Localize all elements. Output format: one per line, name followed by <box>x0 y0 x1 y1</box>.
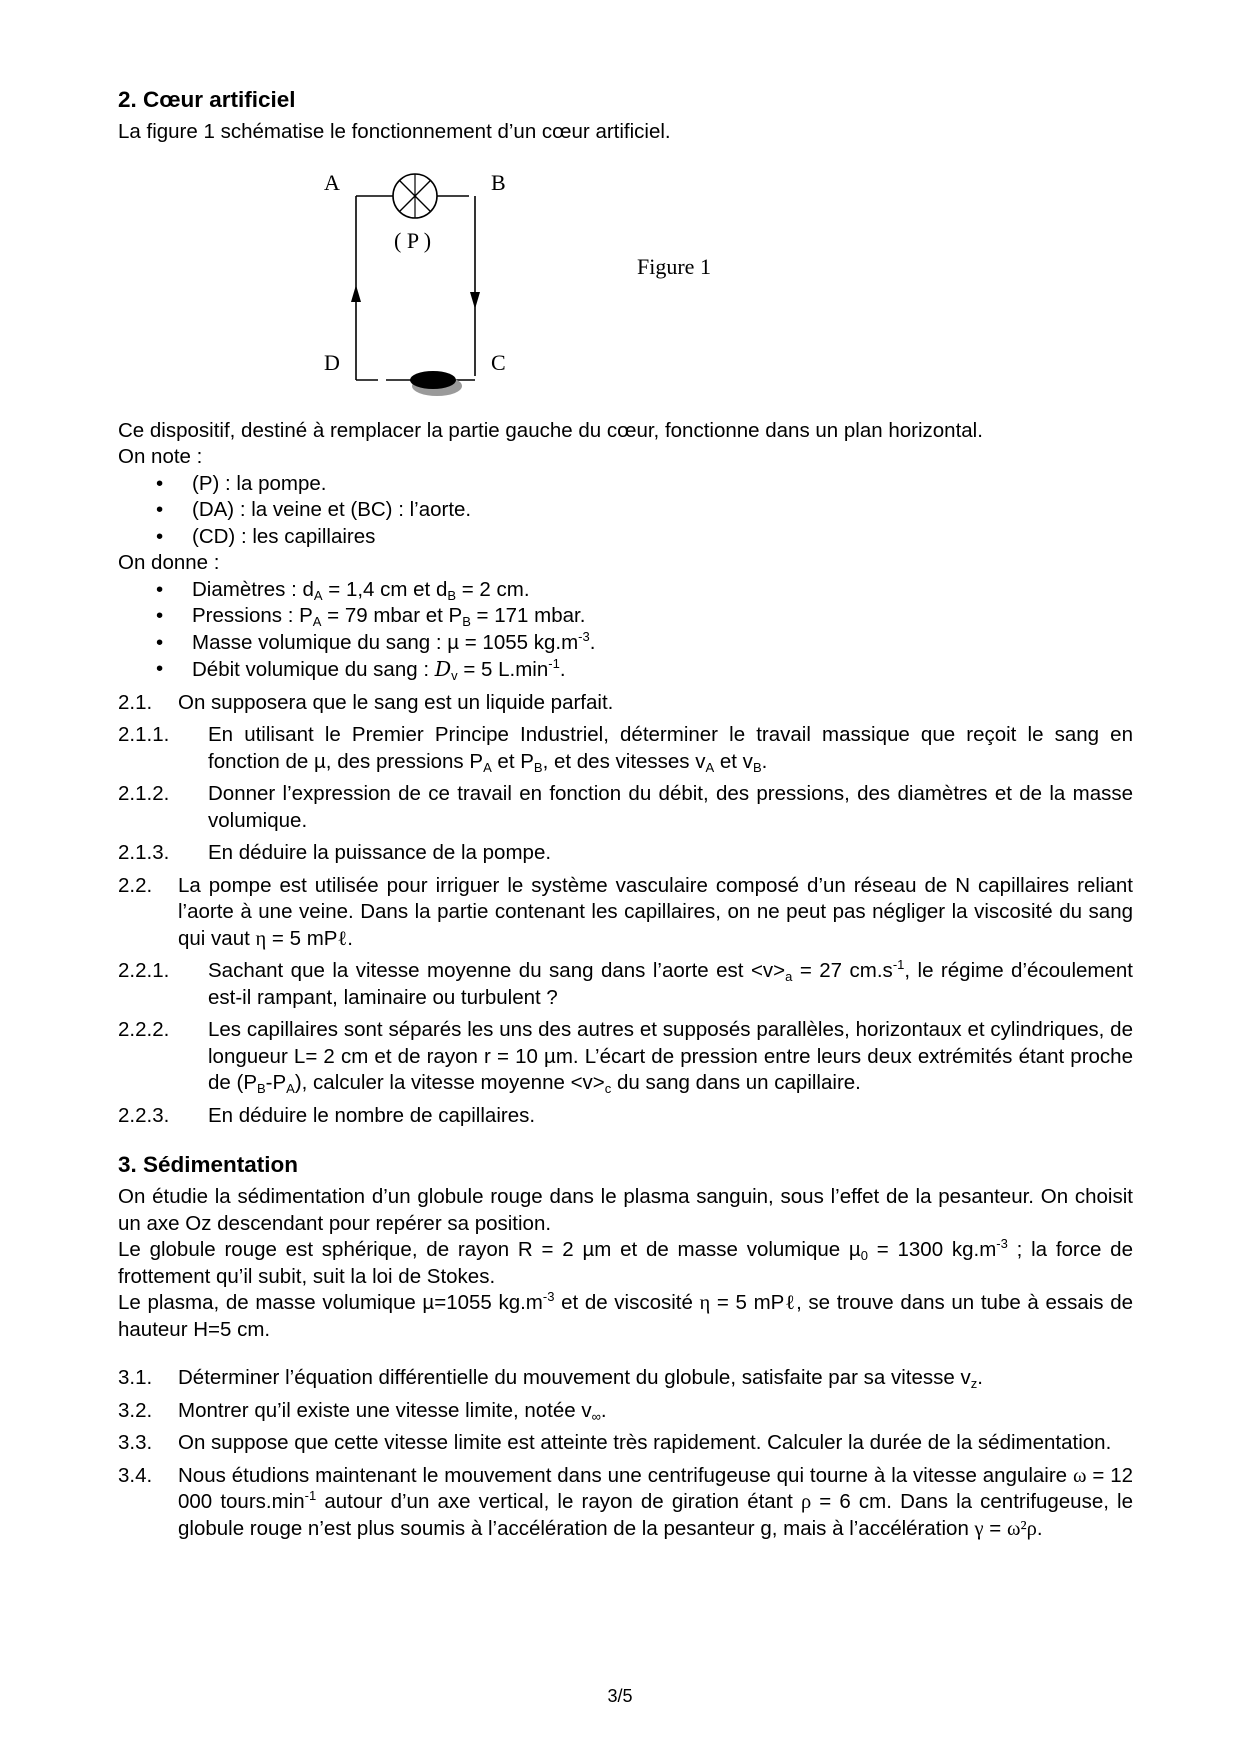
on-note-label: On note : <box>118 445 203 468</box>
label-b: B <box>491 169 506 195</box>
bullet-icon: • <box>156 471 164 495</box>
page-content <box>118 86 1133 1542</box>
capillaries-icon <box>410 371 462 396</box>
list-item: • Pressions : $P_A = 79$ mbar et $P_B = 171$ mbar. <box>156 604 586 629</box>
question-3-3: 3.3. On suppose que cette vitesse limite est atteinte très rapidement. Calculer la durée de la sédimentation. <box>118 1431 1112 1454</box>
section-3-paragraph-2: Le globule rouge est sphérique, de rayon R = 2 µm et de masse volumique µ$_0$ = 1300 $kg.m^{-3}$ ; la force de frottement qu’il subit, suit la loi de Stokes. <box>118 1236 1133 1288</box>
list-item: • (DA) : la veine et (BC) : l’aorte. <box>118 497 1133 524</box>
given-list <box>118 577 1133 684</box>
question-3-1: 3.1. Déterminer l’équation différentielle du mouvement du globule, satisfaite par sa vitesse $v_z$. <box>118 1366 983 1391</box>
debit-symbol: D <box>434 657 452 681</box>
label-a: A <box>324 169 340 195</box>
label-d: D <box>324 349 340 375</box>
list-item: • (CD) : les capillaires <box>118 524 1133 551</box>
section-3-paragraph-3: Le plasma, de masse volumique µ=1055 $kg.m^{-3}$ et de viscosité η = 5 mPℓ, se trouve dans un tube à essais de hauteur H=5 cm. <box>118 1289 1133 1341</box>
figure-caption: Figure 1 <box>637 253 711 279</box>
question-3-4: 3.4. Nous étudions maintenant le mouvement dans une centrifugeuse qui tourne à la vitesse angulaire ω = 12 000 $tours.\min^{-1}$ autour d’un axe vertical, le rayon de giration étant ρ = 6 cm. Dans la centrifugeuse, le globule rouge n’est plus soumis à l’accélération de la pesanteur g, mais à l’accélération γ = ω²ρ. <box>118 1463 1134 1540</box>
label-c: C <box>491 349 506 375</box>
question-2-1-2: 2.1.2. Donner l’expression de ce travail en fonction du débit, des pressions, des diamètres et de la masse volumique. <box>118 782 1133 832</box>
question-2-2-2: 2.2.2. Les capillaires sont séparés les uns des autres et supposés parallèles, horizontaux et cylindriques, de longueur L= 2 cm et de rayon r = 10 µm. L’écart de pression entre leurs deux extrémités étant proche de $(P_B-P_A)$, calculer la vitesse moyenne $<v>_c$ du sang dans un capillaire. <box>118 1018 1133 1096</box>
arrow-up-icon <box>351 285 361 302</box>
pump-label: ( P ) <box>394 227 432 253</box>
question-2-2-1: 2.2.1. Sachant que la vitesse moyenne du sang dans l’aorte est $<v>_a = 27$ $cm.s^{-1}$, le régime d’écoulement est-il rampant, laminaire ou turbulent ? <box>118 957 1133 1009</box>
section-3-paragraph-1: On étudie la sédimentation d’un globule rouge dans le plasma sanguin, sous l’effet de la pesanteur. On choisit un axe Oz descendant pour repérer sa position. <box>118 1185 1133 1235</box>
question-2-1-1: 2.1.1. En utilisant le Premier Principe Industriel, déterminer le travail massique que reçoit le sang en fonction de µ, des pressions $P_A$ et $P_B$, et des vitesses $v_A$ et $v_B$. <box>118 723 1133 775</box>
question-2-1-3: 2.1.3. En déduire la puissance de la pompe. <box>118 841 552 864</box>
question-3-2: 3.2. Montrer qu’il existe une vitesse limite, notée $v_\infty$. <box>118 1398 607 1424</box>
bullet-icon: • <box>156 657 164 680</box>
bullet-icon: • <box>156 524 164 548</box>
bullet-icon: • <box>156 630 164 654</box>
pump-icon <box>393 174 437 218</box>
list-item: • (P) : la pompe. <box>118 471 1133 498</box>
section-2-title: 2. Cœur artificiel <box>118 87 296 112</box>
list-item: • Débit volumique du sang : $D_v = 5$ $L.\min^{-1}$. <box>156 656 566 683</box>
bullet-icon: • <box>156 498 164 521</box>
circuit-diagram <box>118 146 1133 418</box>
question-2-1: 2.1. On supposera que le sang est un liquide parfait. <box>118 690 614 714</box>
arrow-down-icon <box>470 292 480 309</box>
bullet-icon: • <box>156 604 164 627</box>
question-2-2-3: 2.2.3. En déduire le nombre de capillaires. <box>118 1103 536 1127</box>
bullet-icon: • <box>156 577 164 601</box>
notes-list <box>118 471 1133 551</box>
question-2-2: 2.2. La pompe est utilisée pour irriguer le système vasculaire composé d’un réseau de N capillaires reliant l’aorte à une veine. Dans la partie contenant les capillaires, on ne peut pas négliger la viscosité du sang qui vaut η = 5 mPℓ. <box>118 873 1133 950</box>
section-3-title: 3. Sédimentation <box>118 1152 299 1177</box>
page-number: 3/5 <box>607 1686 633 1706</box>
list-item: • Diamètres : $d_A = 1,4$ cm et $d_B = 2$ cm. <box>156 577 530 603</box>
list-item: • Masse volumique du sang : µ = 1055 $kg.m^{-3}$. <box>118 630 1133 657</box>
figure-1 <box>118 146 1133 418</box>
section-2-intro: La figure 1 schématise le fonctionnement d’un cœur artificiel. <box>118 120 671 143</box>
section-2-description: Ce dispositif, destiné à remplacer la partie gauche du cœur, fonctionne dans un plan horizontal. <box>118 418 983 442</box>
on-donne-label: On donne : <box>118 551 220 574</box>
